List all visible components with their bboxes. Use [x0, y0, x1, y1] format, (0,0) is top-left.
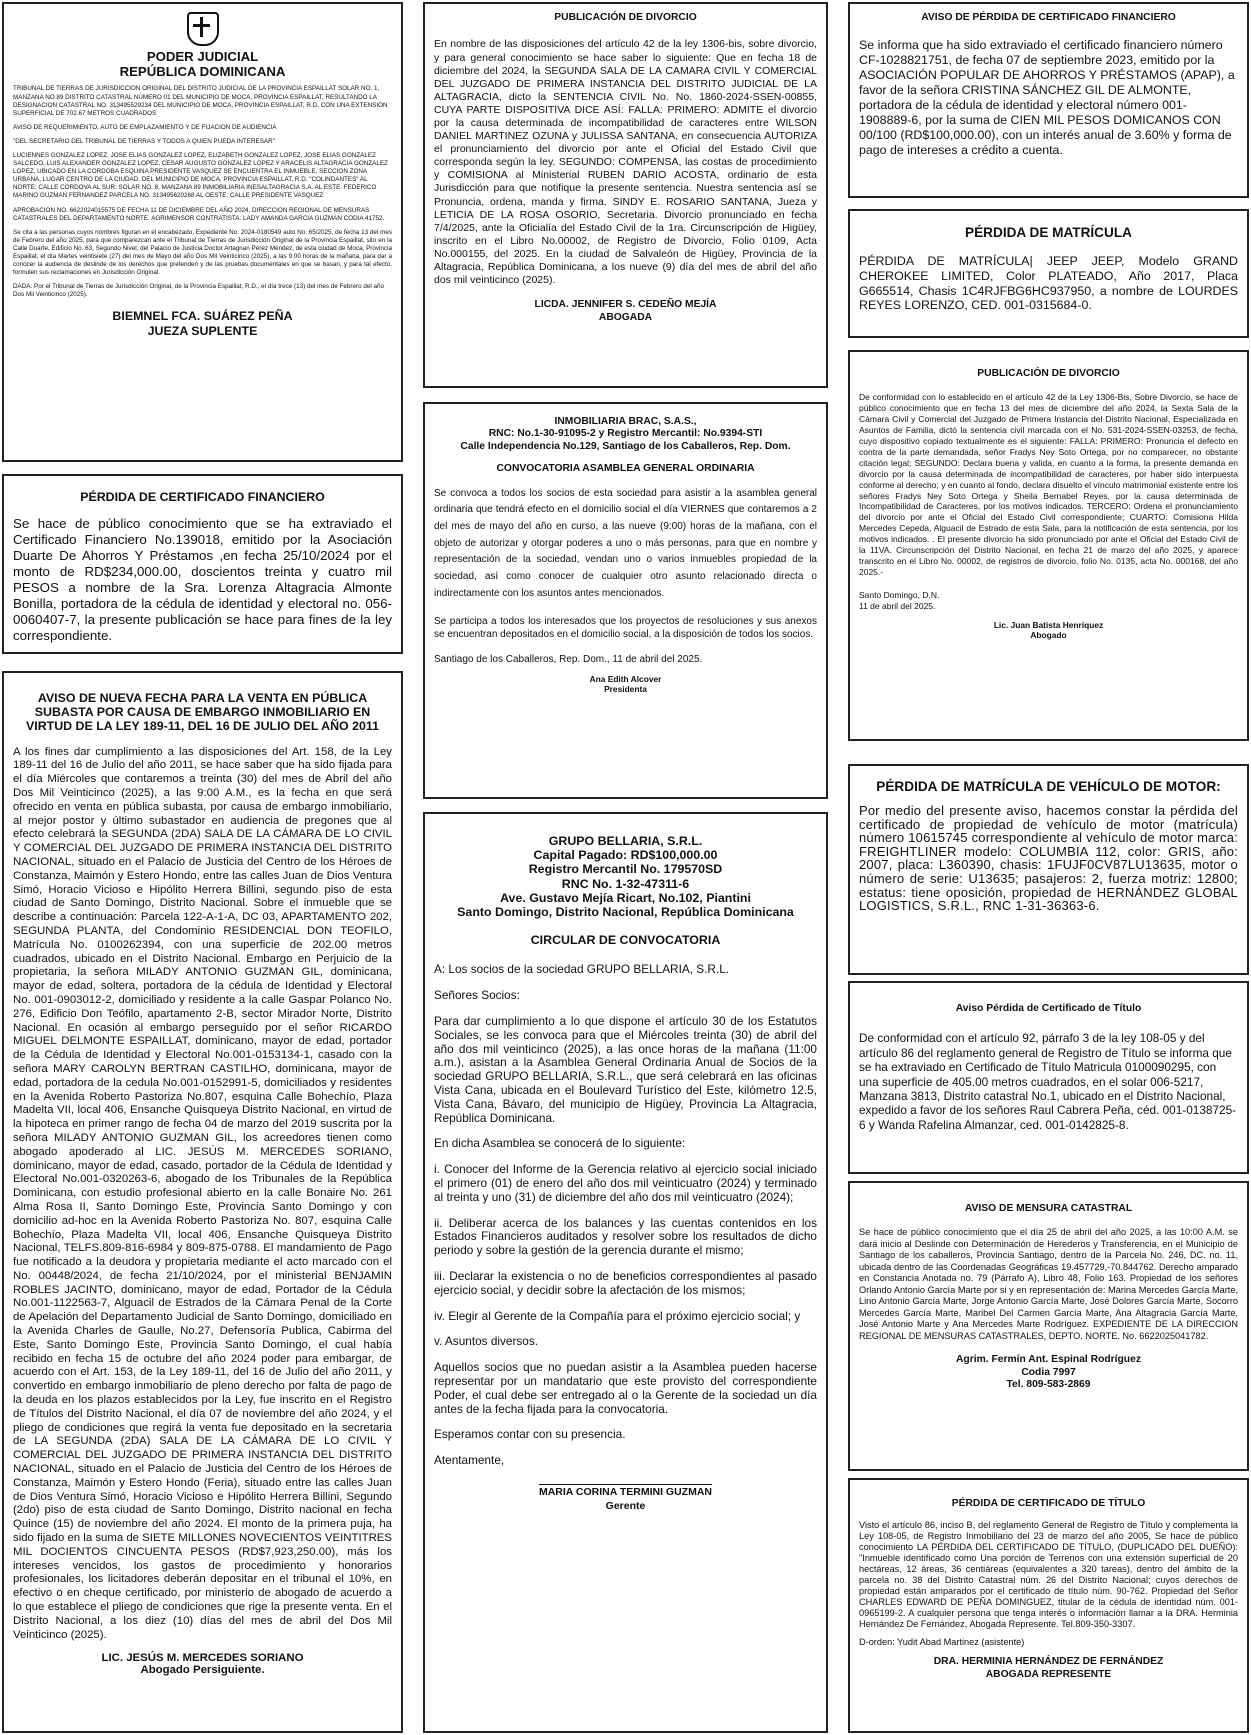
notice-body: Se hace de público conocimiento que se ha extraviado el Certificado Financiero No.139018, emitido por la Asociación Duarte De Ahorros Y Préstamos ,en fecha 25/10/2024 por el monto de RD$234,000.00, doscientos treinta y cuatro mil PESOS a nombre de la Sra. Lorenza Altagracia Almonte Bonilla, portadora de la cédula de identidad y electoral no. 056-0060407-7, la presente publicación se hace para fines de la ley correspondiente.	[13, 516, 392, 644]
company-address: Calle Independencia No.129, Santiago de los Caballeros, Rep. Dom.	[460, 440, 791, 452]
agenda-item: iii. Declarar la existencia o no de beneficios correspondientes al pasado ejercicio social, y decidir sobre la afectación de los mismos;	[434, 1268, 817, 1297]
bellaria-convocatoria	[423, 812, 828, 1733]
signature-role: Gerente	[605, 1499, 646, 1512]
agenda-item: iv. Elegir al Gerente de la Compañía para el próximo ejercicio social; y	[434, 1308, 801, 1323]
signature-name: Agrim. Fermín Ant. Espinal Rodríguez	[956, 1354, 1141, 1366]
signature-name: MARIA CORINA TERMINI GUZMAN	[538, 1485, 713, 1498]
signature-name: Lic. Juan Batista Henríquez	[993, 619, 1104, 630]
agenda-item: ii. Deliberar acerca de los balances y las cuentas contenidos en los Estados Financieros auditados y resolver sobre los resultados de dicho periodo y sobre la gestión de la gerencia durante el mismo;	[434, 1215, 817, 1258]
notice-paragraph: Se convoca a todos los socios de esta sociedad para asistir a la asamblea general ordinaria que tendrá efecto en el domicilio social el día VIERNES que contaremos a 2 del mes de mayo del año en curso, a las nueve (9:00) horas de la mañana, con el objeto de autorizar y otorgar poderes a uno o más personas, para que en nombre y representación de la sociedad, vendan uno o varios inmuebles propiedad de la sociedad, así como conocer de cualquier otro asunto relacionado directa o indirectamente con los asuntos antes mencionados.	[434, 487, 817, 599]
signature-role: ABOGADA	[598, 311, 653, 323]
signature-name: LIC. JESÚS M. MERCEDES SORIANO	[101, 1652, 304, 1665]
signature-role: JUEZA SUPLENTE	[147, 323, 258, 338]
company-registro: Registro Mercantil No. 179570SD	[528, 862, 723, 877]
notice-title: PUBLICACIÓN DE DIVORCIO	[554, 12, 697, 23]
notice-paragraph: APROBACION NO. 6622024015575 DE FECHA 11 DE DICIEMBRE DEL AÑO 2024, DIRECCION REGIONAL DE MENSURAS CATASTRALES DEL DEPARTAMENTO NORTE. AGRIMENSOR CONTRATISTA: LADY AMANDA GARCIA GUZMAN CODIA 41752.	[13, 206, 385, 222]
signature-name: LICDA. JENNIFER S. CEDEÑO MEJÍA	[534, 299, 717, 311]
notice-body: PÉRDIDA DE MATRÍCULA| JEEP JEEP, Modelo GRAND CHEROKEE LIMITED, Color PLATEADO, Año 2017, Placa G665514, Chasis 1C4RJFBG6HC937950, a nombre de LOURDES REYES LORENZO, CED. 001-0315684-0.	[859, 254, 1238, 313]
company-address: Ave. Gustavo Mejía Ricart, No.102, Piantini	[500, 890, 751, 905]
signature-name: BIEMNEL FCA. SUÁREZ PEÑA	[112, 309, 293, 324]
signature-name: Ana Edith Alcover	[589, 673, 662, 684]
notice-title: PÉRDIDA DE CERTIFICADO FINANCIERO	[80, 490, 325, 504]
notice-title: AVISO DE NUEVA FECHA PARA LA VENTA EN PÚBLICA SUBASTA POR CAUSA DE EMBARGO INMOBILIARIO EN VIRTUD DE LA LEY 189-11, DEL 16 DE JULIO DEL AÑO 2011	[25, 691, 380, 734]
divorcio2-notice	[848, 350, 1249, 741]
signature-role: Abogado Persiguiente.	[140, 1664, 265, 1677]
mensura-notice	[848, 1181, 1249, 1471]
notice-body: En nombre de las disposiciones del artículo 42 de la ley 1306-bis, sobre divorcio, y para general conocimiento se hace saber lo siguiente: Que en fecha 18 de diciembre del 2024, la SEGUNDA SALA DE LA CAMARA CIVIL Y COMERCIAL DEL JUZGADO DE PRIMERA INSTANCIA DEL DISTRITO JUDICIAL DE LA ALTAGRACIA, dicto la SENTENCIA CIVIL No. No. 1860-2024-SSEN-00855, CUYA PARTE DISPOSITIVA DICE ASÍ: FALLA: PRIMERO: ADMITE el divorcio por la causa determinada de incompatibilidad de caracteres entre WILSON DANIEL MARTINEZ OZUNA y JULISSA SANTANA, en consecuencia AUTORIZA el pronunciamiento del divorcio por ante el Oficial del Estado Civil que corresponda según la ley. SEGUNDO: COMPENSA, las costas de procedimiento y COMISIONA al Ministerial RUBEN DARIO ACOSTA, ordinario de esta Jurisdicción para que notifique la presente sentencia. Nuestra sentencia así se Pronuncia, ordena, manda y firma. SINDY E. ROSARIO SANTANA, Jueza y LETICIA DE LA ROSA OSORIO, Secretaria. Divorcio pronunciado en fecha 7/4/2025, ante la Oficialía del Estado Civil de la 1ra. Circunscripción de Higüey, inscrito en el Libro No.00002, de Registro de Divorcio, Folio 0109, Acta No.000155, del 2025. En la ciudad de Salvaleón de Higüey, Provincia de la Altagracia, República Dominicana, a los nueve (9) día del mes de abril del año dos mil veinticinco (2025).	[434, 38, 817, 287]
notice-paragraph: Para dar cumplimiento a lo que dispone el artículo 30 de los Estatutos Sociales, se les convoca para que el Miércoles treinta (30) de abril del año dos mil veinticinco (2025), a las once horas de la mañana (11:00 a.m.), asistan a la Asamblea General Ordinaria Anual de Socios de la sociedad GRUPO BELLARIA, S.R.L., que será celebrará en las oficinas Vista Cana, ubicada en el Boulevard Turístico del Este, kilómetro 12.5, Vista Cana, Bávaro, del municipio de Higüey, Provincia La Altagracia, República Dominicana.	[434, 1014, 817, 1125]
vehiculo-notice	[848, 764, 1249, 975]
notice-title: AVISO DE MENSURA CATASTRAL	[964, 1203, 1133, 1214]
notice-subtitle: REPÚBLICA DOMINICANA	[119, 64, 286, 80]
company-name: GRUPO BELLARIA, S.R.L.	[548, 834, 703, 848]
notice-paragraph: LUCIENNES GONZALEZ LOPEZ, JOSE ELIAS GONZALEZ LOPEZ, ELIZABETH GONZALEZ LOPEZ, JOSE ELIAS GONZALEZ SALCEDO, LUIS ALEXANDER GONZALEZ LOPEZ, CESAR AUGUSTO GONZALEZ LOPEZ Y ARACELIS ALTAGRACIA GONZALEZ LOPEZ, UBICADO EN LA CORDOBA ESQUINA PRESIDENTE VASQUEZ SE ENCUENTRA EL INMUEBLE, SECCION ZONA URBANA, LUGAR CENTRO DE LA CIUDAD, DEL MUNICIPIO DE MOCA, PROVINCIA ESPAILLAT, R.D. "COLINDANTES" AL NORTE: CALLE CORDOVA AL SUR: SOLAR NO. 8, MANZANA 89 INMOBILIARIA INESALTAGRACIA S.A. AL ESTE: FEDERICO MARINO GUZMAN FERNANDEZ PARCELA NO. 313495620268 AL OESTE: CALLE PRESIDENTE VASQUEZ	[13, 151, 388, 200]
notice-paragraph: DADA: Por el Tribunal de Tierras de Jurisdicción Original, de la Provincia Espaillat, R.D., el día trece (13) del mes de Febrero del año Dos Mil Veinticinco (2025).	[13, 283, 384, 299]
notice-title: CIRCULAR DE CONVOCATORIA	[530, 933, 721, 948]
aviso-certificado-notice	[848, 2, 1249, 198]
notice-body: Se informa que ha sido extraviado el certificado financiero número CF-1028821751, de fecha 07 de septiembre 2023, emitido por la ASOCIACIÓN POPULAR DE AHORROS Y PRÉSTAMOS (APAP), a favor de la señora CRISTINA SÁNCHEZ GIL DE ALMONTE, portadora de la cédula de identidad y electoral número 001-1908889-6, por la suma de CIEN MIL PESOS DOMICANOS CON 00/100 (RD$100,000.00), con un interés anual de 3.60% y forma de pago de intereses a crédito a cuenta.	[859, 38, 1235, 158]
subasta-notice	[2, 671, 403, 1733]
poder-judicial-notice	[2, 2, 403, 462]
notice-paragraph: Señores Socios:	[434, 988, 520, 1003]
notice-body: De conformidad con lo establecido en el artículo 42 de la Ley 1306-Bis, Sobre Divorcio, se hace de público conocimiento que en fecha 13 del mes de diciembre del año 2024, la Sexta Sala de la Cámara Civil y Comercial del Juzgado de Primera Instancia del Distrito Nacional, Especializada en Asuntos de Familia, dictó la sentencia civil marcada con el No. 531-2024-SSEN-03253, de fecha, cuyo dispositivo copiado textualmente es el siguiente: FALLA: PRIMERO: Pronuncia el defecto en contra de la parte demandada, señor Fradys Ney Soto Ortega, por no comparecer, no obstante citación legal; SEGUNDO: Declara buena y valida, en cuanto a la forma, la presente demanda en divorcio por la causa determinada de incompatibilidad de caracteres, por haber sido interpuesta conforme al derecho; y en cuanto al fondo, declara disuelto el vínculo matrimonial existente entre los señores Fradys Ney Soto Ortega y Sheila Bernabel Reyes, por la causa determinada de Incompatibilidad de Caracteres, por los motivos indicados. TERCERO: Ordena el pronunciamiento del divorcio por ante el Oficial del Estado Civil correspondiente; CUARTO: Comisiona Hilda Mercedes Cepeda, Alguacil de Estrado de esta Sala, para la notificación de esta sentencia, por los motivos indicados. . El presente divorcio ha sido pronunciado por ante el Oficial del Estado Civil de la 11VA. Circunscripción del Distrito Nacional, en fecha 21 de marzo del año 2025, y aparece transcrito en el Libro No. 00002, de registros de divorcio, folio No. 0135, acta No. 000168, del año 2025.-	[859, 392, 1238, 577]
company-rnc: RNC No. 1-32-47311-6	[561, 876, 690, 891]
notice-paragraph: En dicha Asamblea se conocerá de lo siguiente:	[434, 1136, 686, 1151]
signature-role: ABOGADA REPRESENTE	[985, 1668, 1112, 1680]
notice-date: 11 de abril del 2025.	[859, 600, 936, 611]
notice-place: Santo Domingo, D.N.	[859, 589, 940, 600]
company-rnc: RNC: No.1-30-91095-2 y Registro Mercantil: No.9394-STI	[488, 428, 763, 440]
notice-paragraph: Esperamos contar con su presencia.	[434, 1427, 626, 1442]
notice-date: Santiago de los Caballeros, Rep. Dom., 11 de abril del 2025.	[434, 653, 703, 665]
notice-title: AVISO DE PÉRDIDA DE CERTIFICADO FINANCIERO	[921, 12, 1176, 23]
titulo-notice	[848, 981, 1249, 1174]
agenda-item: v. Asuntos diversos.	[434, 1334, 539, 1349]
notice-paragraph: AVISO DE REQUERIMIENTO, AUTO DE EMPLAZAMIENTO Y DE FIJACION DE AUDIENCIA	[13, 123, 277, 131]
notice-title: Aviso Pérdida de Certificado de Título	[955, 1003, 1142, 1014]
perdida-matricula-notice	[848, 209, 1249, 338]
signature-role: Presidenta	[604, 684, 647, 695]
notice-title: PÉRDIDA DE MATRÍCULA DE VEHÍCULO DE MOTOR:	[876, 779, 1221, 794]
coat-of-arms-icon	[187, 12, 219, 46]
notice-title: CONVOCATORIA ASAMBLEA GENERAL ORDINARIA	[496, 463, 755, 475]
signature-name: DRA. HERMINIA HERNÁNDEZ DE FERNÁNDEZ	[933, 1656, 1164, 1668]
notice-paragraph: A: Los socios de la sociedad GRUPO BELLARIA, S.R.L.	[434, 962, 730, 977]
notice-paragraph: Se participa a todos los interesados que los proyectos de resoluciones y sus anexos se encuentran depositados en el domicilio social, a la disposición de todos los socios.	[434, 615, 817, 640]
company-city: Santo Domingo, Distrito Nacional, República Dominicana	[457, 905, 794, 920]
divorcio-notice	[423, 2, 828, 388]
brac-convocatoria	[423, 402, 828, 799]
agenda-item: i. Conocer del Informe de la Gerencia relativo al ejercicio social iniciado el primero (01) de enero del año dos mil veinticuatro (2024) y terminado al treinta y uno (31) de diciembre del año dos mil veinticuatro (2024);	[434, 1162, 817, 1204]
notice-paragraph: Se cita a las personas cuyos nombres figuran en el encabezado, Expediente No. 2024-0180549 auto No. 65/2025, de fecha 13 del mes de Febrero del año 2025, para que comparezcan ante el Tribunal de Tierras de Jurisdicción Original de la Provincia Espaillat, sito en la Calle Duarte, Edificio No. 63, Segundo Nivel, del Palacio de Justicia Doctor Artagnan Pérez Méndez, de esta ciudad de Moca, Provincia Espaillat, el día Martes veintisiete (27) del mes de Mayo del año Dos Mil Veinticinco (2025), a las 9:00 horas de la mañana, para dar a conocer la audiencia de deslinde de los derechos que pretenden y de las pruebas documentales en que se basan, y para tal efecto, formulen sus reclamaciones en Jurisdicción Original.	[13, 228, 392, 277]
notice-body: Por medio del presente aviso, hacemos constar la pérdida del certificado de propiedad de vehículo de motor (matrícula) número 10615745 correspondiente al vehículo de motor marca: FREIGHTLINER modelo: COLUMBIA 112, color: GRIS, año: 2007, placa: L360390, chasis: 1FUJF0CV87LU13635, motor o número de serie: U13635; pasajeros: 2, fuerza motriz: 12800; estatus: tiene oposición, propiedad de HERNÁNDEZ GLOBAL LOGISTICS, S.R.L., RNC 1-31-36363-6.	[859, 803, 1238, 914]
company-name: INMOBILIARIA BRAC, S.A.S.,	[554, 416, 697, 427]
notice-body: Se hace de público conocimiento que el día 25 de abril del año 2025, a las 10:00 A.M. se dará inicio al Deslinde con Determinación de Herederos y Transferencia, en el Municipio de Santiago de los caballeros, Provincia Santiago, dentro de la Parcela No. 246, DC. no. 11, ubicada dentro de las Coordenadas Geográficas 19.457729,-70.844762. Derecho amparado en Constancia Anotada no. 79 (Párrafo A), Libro 48, Folio 163. Propiedad de los señores Orlando Antonio García Marte por si y en representación de: Marina Mercedes García Marte, Lino Antonio García Marte, Jorge Antonio García Marte, José Dolores García Marte, Socorro Mercedes García Marte, Maribel Del Carmen García Marte, Ana Altagracia García Marte, José Antonio Marte y Ana Mercedes Marte Rodríguez. EXPEDIENTE DE LA DIRECCION REGIONAL DE MENSURAS CATASTRALES, DEPTO. NORTE. No. 6622025041782.	[859, 1227, 1238, 1341]
notice-title: PÉRDIDA DE MATRÍCULA	[965, 225, 1132, 240]
perdida-certificado-notice	[2, 474, 403, 654]
notice-body: De conformidad con el artículo 92, párrafo 3 de la ley 108-05 y del artículo 86 del reglamento general de Registro de Título se informa que se ha extraviado en Certificado de Título Matricula 0100090295, con una superficie de 405.00 metros cuadrados, en el solar 006-5217, Manzana 3813, Distrito catastral No.1, ubicado en el Distrito Nacional, expedido a favor de los señores Raul Cabrera Peña, céd. 001-0138725-6 y Wanda Rafelina Almanzar, ced. 001-0142825-8.	[859, 1031, 1237, 1132]
signature-block	[434, 1482, 817, 1500]
notice-title: PÉRDIDA DE CERTIFICADO DE TÍTULO	[951, 1498, 1146, 1509]
certificado-titulo-notice	[848, 1478, 1249, 1733]
notice-title: PODER JUDICIAL	[146, 49, 259, 64]
company-capital: Capital Pagado: RD$100,000.00	[533, 848, 718, 863]
signature-phone: Tel. 809-583-2869	[1006, 1379, 1091, 1391]
notice-body: Visto el artículo 86, inciso B, del reglamento General de Registro de Título y complementa la Ley 108-05, de Registro Inmobiliario del 23 de marzo del año 2005, Se hace de público conocimiento LA PÉRDIDA DEL CERTIFICADO DE TÍTULO, (DUPLICADO DEL DUEÑO): "Inmueble identificado como Una porción de Terrenos con una extensión superficial de 20 hectáreas, 12 áreas, 36 centiáreas (equivalentes a 320 tareas), dentro del ámbito de la parcela no. 38 del Distrito Catastral núm. 26 del Distrito Nacional; cuyos derechos de propiedad están amparados por el certificado de título núm. 90-762. Propiedad del Señor CHARLES EDWARD DE PEÑA DOMINGUEZ, titular de la cédula de identidad núm. 001- 0965199-2. A cualquier persona que tenga interés o información llamar a la DRA. Herminia Hernández De Fernández, Abogada Represente. Tel.809-350-3307.	[859, 1520, 1238, 1629]
notice-body: A los fines dar cumplimiento a las disposiciones del Art. 158, de la Ley 189-11 del 16 de Julio del año 2011, se hace saber que ha sido fijada para el día Miércoles que contaremos a treinta (30) del mes de Abril del año Dos Mil Veinticinco (2025), a las 9:00 A.M., es la fecha en que será ofrecido en venta en pública subasta, por causa de embargo inmobiliario, al mejor postor y último subastador en audiencia de pregones que al efecto celebrará la SEGUNDA (2DA) SALA DE LA CÁMARA DE LO CIVIL Y COMERCIAL DEL JUZGADO DE PRIMERA INSTANCIA DEL DISTRITO NACIONAL, situado en el Palacio de Justicia del Centro de los Héroes de Constanza, Maimón y Estero Hondo, entre las calles Juan de Dios Ventura Simó, Horacio Vicioso e Hipólito Herrera Billini, segundo piso de esta ciudad de Santo Domingo, Distrito Nacional. Sobre el inmueble que se describe a continuación: Parcela 122-A-1-A, DC 03, APARTAMENTO 202, SEGUNDA PLANTA, del Condominio RESIDENCIAL DON TEOFILO, Matrícula No. 0100262394, con una superficie de 202.00 metros cuadrados, ubicado en el Distrito Nacional. Embargo en Perjuicio de la propietaria, la señora MILADY ANTONIO GUZMAN GIL, dominicana, mayor de edad, soltera, portadora de la cédula de Identidad y Electoral No. 001-0903012-2, domiciliado y residente a la calle Gaspar Polanco No. 276, Edificio Don Teófilo, apartamento 2-B, sector Mirador Norte, Distrito Nacional. En ocasión al embargo perseguido por el señor RICARDO MIGUEL DELMONTE ESPAILLAT, dominicano, mayor de edad, portador de la Cédula de Identidad y Electoral No.001-0153134-1, casado con la señora MARY CAROLYN BERTRAN CASTILHO, dominicana, mayor de edad, portadora de la cedula No.001-0152991-5, domiciliados y residentes en la Avenida Roberto Pastoriza No.807, esquina Calle Bohechío, Plaza Madelta VII, local 406, Ensanche Quisqueya Distrito Nacional, en virtud de la hipoteca en primer rango de fecha 04 de marzo del 2019 suscrita por la señora MILADY ANTONIO GUZMAN GIL, los acreedores tienen como abogado apoderado al LIC. JESÚS M. MERCEDES SORIANO, dominicano, mayor de edad, casado, portador de la Cédula de Identidad y Electoral No.001-0320263-6, abogado de los Tribunales de la República Dominicana, con estudio profesional abierto en la calle Bonaire No. 261 Alma Rosa II, Santo Domingo Este, Provincia Santo Domingo y con domicilio ad-hoc en la Avenida Roberto Pastoriza No. 807, esquina Calle Bohechío, Plaza Madelta VII, local 406, Ensanche Quisqueya Distrito Nacional, TELFS.809-816-6984 y 809-875-0788. El mandamiento de Pago fue notificado a la deudora y propietaria mediante el acto marcado con el No. 00448/2024, de fecha 21/10/2024, por el ministerial BENJAMIN ROBLES JACINTO, dominicano, mayor de edad, Portador de la Cédula No.001-1122563-7, Alguacil de Estrados de la Cámara Penal de la Corte de Apelación del Departamento Judicial de Santo Domingo, domiciliado en la Avenida Charles de Gaulle, No.27, Defensoría Publica, Cabirma del Este, Santo Domingo Este, Provincia Santo Domingo, el cual había recibido en fecha 15 de octubre del año 2024 poder para embargar, de acuerdo con el Art. 153, de la Ley 189-11, del 16 de Julio del año 2011, y convertido en embargo inmobiliario de pleno derecho por falta de pago de la deuda en los plazos establecidos por la Ley, fue inscrito en el Registro de Títulos del Distrito Nacional, el día 07 de noviembre del año 2024, y el pliego de condiciones que regirá la venta fue depositado en la secretaria de LA SEGUNDA (2DA) SALA DE LA CÁMARA DE LO CIVIL Y COMERCIAL DEL JUZGADO DE PRIMERA INSTANCIA DEL DISTRITO NACIONAL, situado en el Palacio de Justicia del Centro de los Héroes de Constanza, Maimón y Estero Hondo (Feria), situado entre las calles Juan de Dios Ventura Simó, Horacio Vicioso e Hipólito Herrera Billini, Segundo (2do) piso de esta ciudad de Santo Domingo, Distrito nacional en fecha Quince (15) de noviembre del año 2024. El monto de la primera puja, ha sido fijado en la suma de SIETE MILLONES NOVECIENTOS VEINTITRES MIL DOCIENTOS CINCUENTA PESOS (RD$7,923,250.00), más los intereses vencidos, los gastos de procedimiento y honorarios profesionales, los licitadores deberán depositar en el tribunal el 10%, en efectivo o en cheque certificado, por ministerio de abogado de acuerdo a lo que establece el pliego de condiciones que rige la presente venta. En el Distrito Nacional, a los diez (10) días del mes de abril del Dos Mil Veinticinco (2025).	[13, 745, 392, 1641]
notice-title: PUBLICACIÓN DE DIVORCIO	[977, 368, 1120, 379]
notice-paragraph: Aquellos socios que no puedan asistir a la Asamblea pueden hacerse representar por un mandatario que este provisto del correspondiente Poder, el cual debe ser entregado al o la Gerente de la sociedad un día antes de la fecha fijada para la convocatoria.	[434, 1360, 817, 1416]
notice-paragraph: TRIBUNAL DE TIERRAS DE JURISDICCION ORIGINAL DEL DISTRITO JUDICIAL DE LA PROVINCIA ESPAILLAT SOLAR NO. 1, MANZANA NO 89 DISTRITO CATASTRAL NÚMERO 01 DEL MUNICIPIO DE MOCA, PROVINCIA ESPAILLAT, RESULTANDO LA DESIGNACION CATASTRAL NO. 313495529234 DEL MUNICIPIO DE MOCA, PROVINCIA ESPAILLAT, R.D, CON UNA EXTENSION SUPERFICIAL DE 702.67 METROS CUADRADOS	[13, 85, 388, 117]
notice-paragraph: Atentamente,	[434, 1453, 505, 1468]
notice-order: D-orden: Yudit Abad Martinez (asistente)	[859, 1637, 1025, 1648]
notice-paragraph: "DEL SECRETARIO DEL TRIBUNAL DE TIERRAS Y TODOS A QUIEN PUEDA INTERESAR"	[13, 137, 275, 145]
signature-codia: Codia 7997	[1021, 1366, 1076, 1378]
signature-role: Abogado	[1030, 630, 1067, 641]
